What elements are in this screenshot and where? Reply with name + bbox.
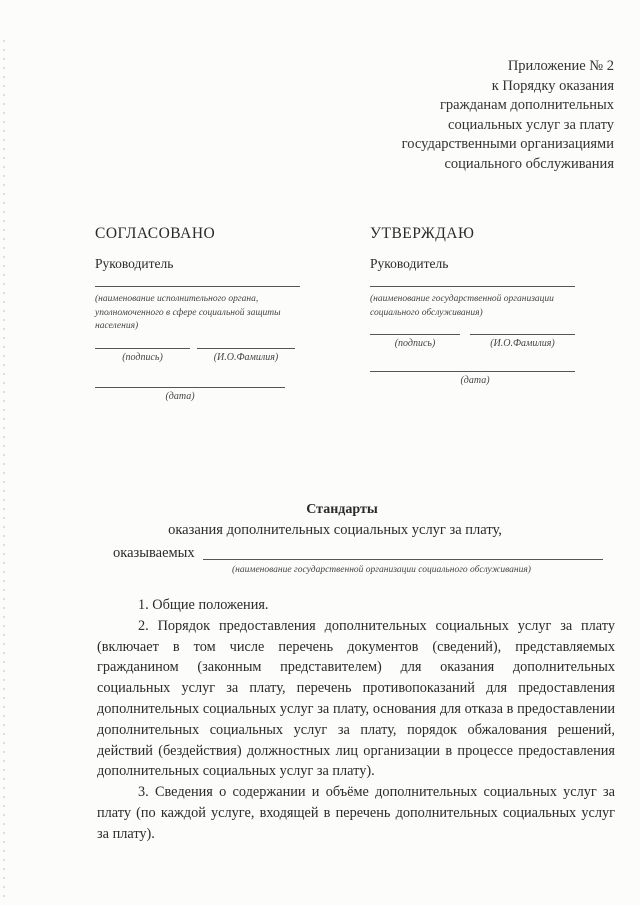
signature-line <box>95 348 190 349</box>
organization-caption: (наименование государственной организации социального обслуживания) <box>232 565 531 575</box>
appendix-line: социальных услуг за плату <box>448 116 614 133</box>
name-caption: (И.О.Фамилия) <box>213 351 279 363</box>
date-line <box>370 371 575 372</box>
document-subtitle: оказания дополнительных социальных услуг за плату, <box>168 522 502 538</box>
date-caption: (дата) <box>165 390 195 402</box>
org-line <box>370 286 575 287</box>
approved-block <box>370 225 605 386</box>
document-title: Стандарты <box>306 502 378 517</box>
document-body <box>97 595 615 845</box>
agreed-block <box>95 225 330 402</box>
paragraph: 1. Общие положения. <box>138 597 269 613</box>
org-caption: (наименование исполнительного органа, уполномоченного в сфере социальной защиты населения) <box>95 294 281 331</box>
appendix-line: Приложение № 2 <box>507 58 614 74</box>
date-caption: (дата) <box>460 375 490 386</box>
appendix-line: социального обслуживания <box>444 155 614 172</box>
signature-row <box>95 348 295 363</box>
signature-line <box>370 334 460 335</box>
organization-line <box>203 559 603 560</box>
appendix-line: к Порядку оказания <box>491 77 614 94</box>
given-by-label: оказываемых <box>113 545 195 561</box>
signature-row <box>370 334 575 349</box>
appendix-line: государственными организациями <box>401 136 614 152</box>
appendix-header <box>402 57 614 174</box>
paragraph: 3. Сведения о содержании и объёме дополнительных социальных услуг за плату (по каждой услуге, входящей в перечень дополнительных социальных услуг за плату). <box>97 784 615 842</box>
appendix-line: гражданам дополнительных <box>439 97 614 113</box>
paragraph: 2. Порядок предоставления дополнительных социальных услуг за плату (включает в том числе перечень документов (сведений), представляемых гражданином (законным представителем) для оказания дополнительных социальных услуг за плату, перечень противопоказаний для предоставления дополнительных социальных услуг за плату, основания для отказа в предоставлении дополнительных социальных услуг за плату, порядок обжалования решений, действий (бездействия) должностных лиц организации в процессе предоставления дополнительных социальных услуг за плату). <box>97 617 615 780</box>
signature-caption: (подпись) <box>122 351 163 363</box>
date-line <box>95 387 285 388</box>
org-caption: (наименование государственной организации социального обслуживания) <box>370 294 554 318</box>
scan-edge-marks <box>3 40 5 900</box>
agreed-heading: СОГЛАСОВАНО <box>95 225 216 242</box>
org-line <box>95 286 300 287</box>
name-caption: (И.О.Фамилия) <box>490 338 555 349</box>
signature-caption: (подпись) <box>394 338 436 349</box>
approved-role: Руководитель <box>370 256 449 271</box>
name-line <box>470 334 575 335</box>
agreed-role: Руководитель <box>95 256 174 271</box>
approved-heading: УТВЕРЖДАЮ <box>370 225 475 242</box>
name-line <box>197 348 295 349</box>
